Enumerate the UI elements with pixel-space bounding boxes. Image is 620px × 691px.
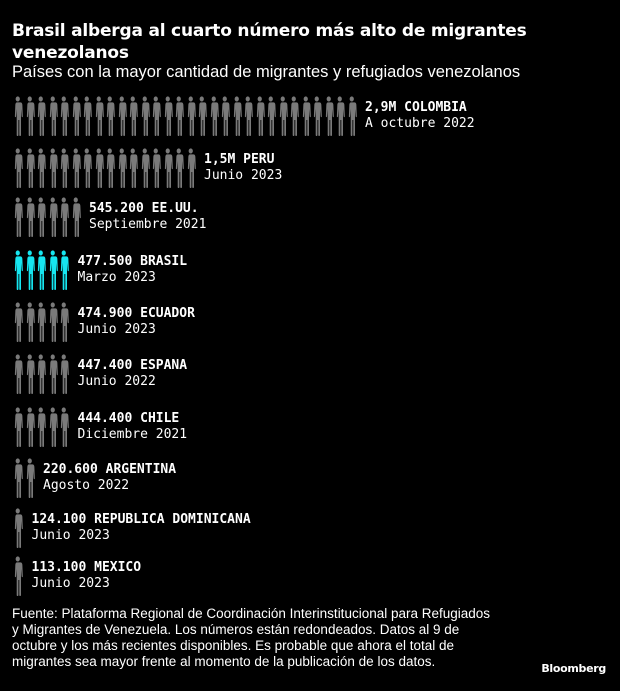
figure-group <box>12 406 70 448</box>
value-country-label <box>32 560 142 576</box>
person-icon <box>12 249 24 291</box>
pictogram-row <box>12 249 187 291</box>
person-icon <box>12 147 24 189</box>
value-label: 444.400 <box>77 411 133 426</box>
value-label: 2,9M <box>365 100 397 115</box>
value-label: 545.200 <box>89 201 144 216</box>
person-icon <box>12 406 24 448</box>
row-label <box>43 462 176 494</box>
source-note: Fuente: Plataforma Regional de Coordinación Interinstitucional para Refugiados y Migrantes de Venezuela. Los números están redondeados. Datos al 9 de octubre y los más recientes disponibles. Es probable que ahora el total de migrantes sea mayor frente al momento de la publicación de los datos. <box>12 606 491 669</box>
bloomberg-logo: Bloomberg <box>541 662 606 675</box>
date-label: Junio 2023 <box>204 168 283 183</box>
date-label: Junio 2023 <box>31 576 110 591</box>
person-icon <box>139 147 151 189</box>
value-country-label <box>365 100 475 116</box>
figure-group <box>12 555 24 597</box>
person-icon <box>288 95 300 137</box>
person-icon <box>12 507 24 549</box>
date-label: Junio 2022 <box>77 374 156 389</box>
person-icon <box>93 95 105 137</box>
person-icon <box>104 147 116 189</box>
person-icon <box>58 95 70 137</box>
person-icon <box>24 147 36 189</box>
person-icon <box>185 147 197 189</box>
date-label: Marzo 2023 <box>77 270 156 285</box>
value-label: 124.100 <box>31 512 87 527</box>
person-icon <box>35 301 47 343</box>
country-label: MEXICO <box>94 560 142 575</box>
row-label <box>78 306 195 338</box>
pictogram-row <box>12 457 176 499</box>
date-label: Junio 2023 <box>31 528 110 543</box>
person-icon <box>185 95 197 137</box>
value-label: 1,5M <box>204 152 236 167</box>
person-icon <box>139 95 151 137</box>
pictogram-row <box>12 196 206 238</box>
person-icon <box>12 301 24 343</box>
figure-group <box>12 457 35 499</box>
person-icon <box>58 147 70 189</box>
row-label <box>78 411 188 443</box>
row-label <box>204 152 282 184</box>
value-country-label <box>89 201 206 217</box>
row-label <box>32 512 251 544</box>
figure-group <box>12 353 70 395</box>
person-icon <box>81 95 93 137</box>
person-icon <box>24 95 36 137</box>
value-label: 113.100 <box>31 560 87 575</box>
value-country-label <box>32 512 251 528</box>
person-icon <box>47 406 59 448</box>
person-icon <box>346 95 358 137</box>
person-icon <box>12 353 24 395</box>
person-icon <box>12 196 24 238</box>
person-icon <box>58 301 70 343</box>
person-icon <box>231 95 243 137</box>
value-country-label <box>78 254 188 270</box>
pictogram-row <box>12 301 195 343</box>
country-label: CHILE <box>140 411 180 426</box>
person-icon <box>196 95 208 137</box>
person-icon <box>173 147 185 189</box>
figure-group <box>12 147 196 189</box>
value-country-label <box>78 358 188 374</box>
person-icon <box>58 196 70 238</box>
person-icon <box>58 406 70 448</box>
value-country-label <box>78 306 195 322</box>
row-label <box>365 100 475 132</box>
person-icon <box>162 147 174 189</box>
person-icon <box>35 95 47 137</box>
person-icon <box>311 95 323 137</box>
pictogram-row <box>12 95 475 137</box>
person-icon <box>70 196 82 238</box>
person-icon <box>323 95 335 137</box>
country-label: ARGENTINA <box>105 462 177 477</box>
pictogram-row <box>12 147 282 189</box>
person-icon <box>104 95 116 137</box>
date-label: Diciembre 2021 <box>77 427 188 442</box>
person-icon <box>150 95 162 137</box>
pictogram-row <box>12 555 141 597</box>
date-label: Septiembre 2021 <box>89 217 207 232</box>
person-icon <box>35 353 47 395</box>
person-icon <box>24 301 36 343</box>
date-label: A octubre 2022 <box>365 116 475 131</box>
country-label: PERU <box>243 152 275 167</box>
person-icon <box>12 555 24 597</box>
person-icon <box>116 147 128 189</box>
country-label: REPUBLICA DOMINICANA <box>94 512 251 527</box>
person-icon <box>150 147 162 189</box>
person-icon <box>219 95 231 137</box>
value-label: 477.500 <box>77 254 133 269</box>
person-icon <box>24 457 36 499</box>
person-icon <box>93 147 105 189</box>
person-icon <box>242 95 254 137</box>
country-label: EE.UU. <box>151 201 199 216</box>
value-country-label <box>78 411 188 427</box>
value-country-label <box>43 462 176 478</box>
person-icon <box>334 95 346 137</box>
country-label: COLOMBIA <box>404 100 467 115</box>
country-label: ECUADOR <box>140 306 195 321</box>
person-icon <box>208 95 220 137</box>
chart-title: Brasil alberga al cuarto número más alto de migrantes venezolanos <box>12 21 527 63</box>
person-icon <box>47 95 59 137</box>
figure-group <box>12 95 357 137</box>
value-country-label <box>204 152 282 168</box>
row-label <box>78 254 188 286</box>
person-icon <box>24 249 36 291</box>
pictogram-row <box>12 507 251 549</box>
row-label <box>32 560 142 592</box>
person-icon <box>47 301 59 343</box>
chart-subtitle: Países con la mayor cantidad de migrantes y refugiados venezolanos <box>12 63 521 81</box>
person-icon <box>35 249 47 291</box>
person-icon <box>70 95 82 137</box>
figure-group <box>12 507 24 549</box>
person-icon <box>24 353 36 395</box>
person-icon <box>24 196 36 238</box>
pictogram-row <box>12 406 187 448</box>
country-label: BRASIL <box>140 254 188 269</box>
person-icon <box>116 95 128 137</box>
figure-group <box>12 249 70 291</box>
person-icon <box>127 95 139 137</box>
person-icon <box>162 95 174 137</box>
person-icon <box>47 196 59 238</box>
row-label <box>89 201 206 233</box>
country-label: ESPANA <box>140 358 188 373</box>
figure-group <box>12 301 70 343</box>
person-icon <box>24 406 36 448</box>
person-icon <box>35 406 47 448</box>
person-icon <box>35 196 47 238</box>
person-icon <box>47 147 59 189</box>
person-icon <box>265 95 277 137</box>
person-icon <box>70 147 82 189</box>
person-icon <box>81 147 93 189</box>
row-label <box>78 358 188 390</box>
person-icon <box>127 147 139 189</box>
person-icon <box>12 95 24 137</box>
person-icon <box>277 95 289 137</box>
person-icon <box>47 353 59 395</box>
person-icon <box>35 147 47 189</box>
figure-group <box>12 196 81 238</box>
person-icon <box>12 457 24 499</box>
person-icon <box>173 95 185 137</box>
date-label: Agosto 2022 <box>43 478 130 493</box>
pictogram-row <box>12 353 187 395</box>
person-icon <box>47 249 59 291</box>
person-icon <box>300 95 312 137</box>
value-label: 474.900 <box>77 306 133 321</box>
value-label: 447.400 <box>77 358 133 373</box>
date-label: Junio 2023 <box>77 322 156 337</box>
person-icon <box>58 249 70 291</box>
value-label: 220.600 <box>43 462 98 477</box>
person-icon <box>58 353 70 395</box>
person-icon <box>254 95 266 137</box>
